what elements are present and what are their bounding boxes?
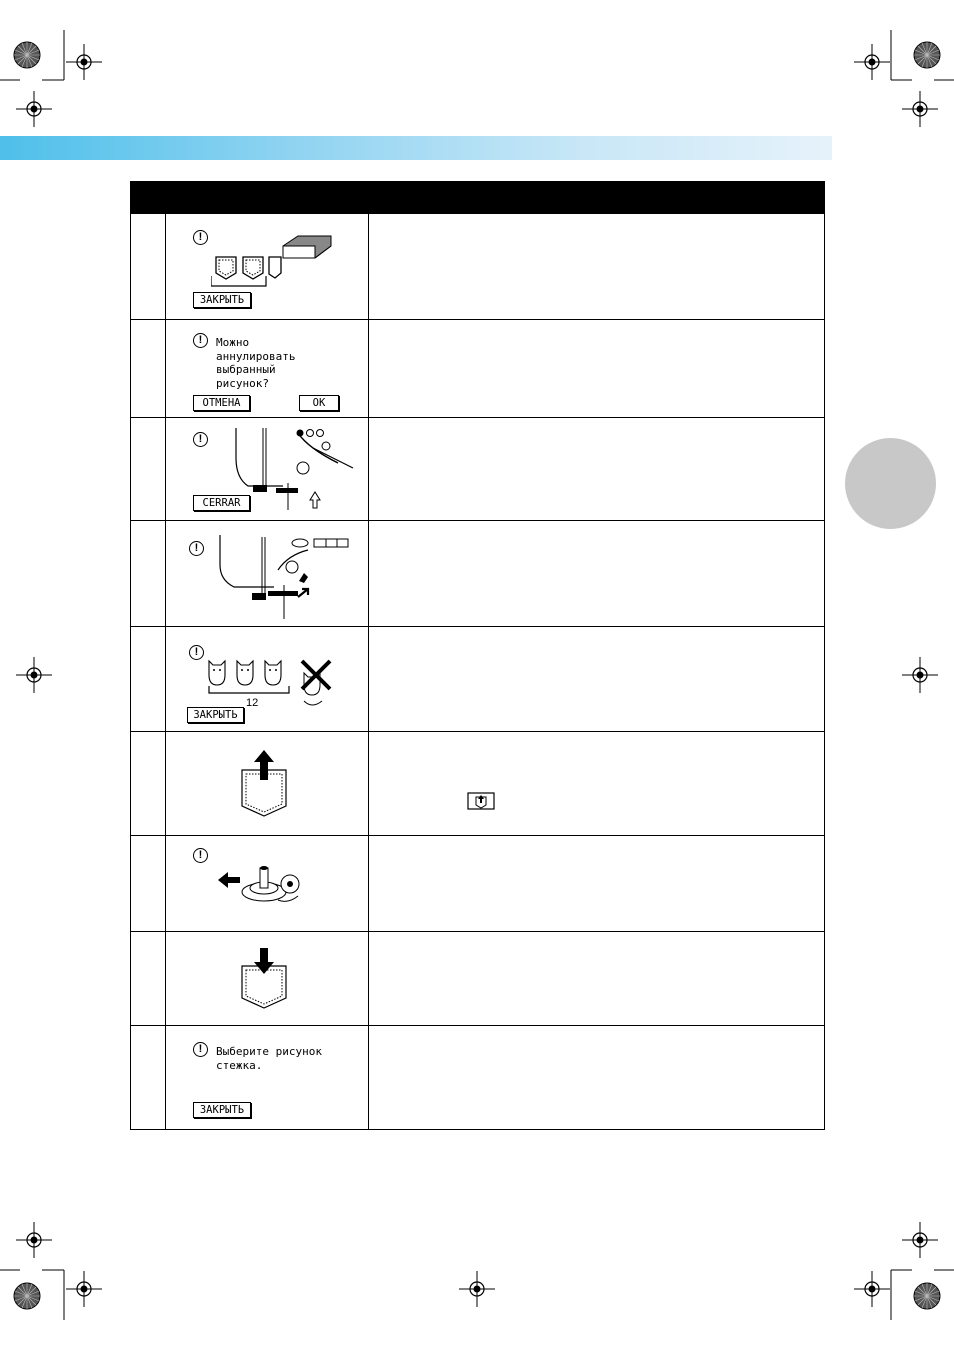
table-row [131, 932, 825, 1026]
lcd-screen [166, 1026, 369, 1129]
table-row [131, 521, 825, 627]
registration-mark-icon [66, 1271, 102, 1307]
warning-icon: ! [193, 1042, 208, 1057]
registration-mark-icon [902, 91, 938, 127]
lcd-screen [166, 627, 369, 731]
close-button[interactable]: ЗАКРЫТЬ [187, 707, 244, 723]
close-button[interactable]: ЗАКРЫТЬ [193, 292, 251, 308]
registration-mark-icon [16, 1222, 52, 1258]
table-row [131, 836, 825, 932]
table-row [131, 1026, 825, 1130]
pocket-icon [240, 750, 290, 818]
warning-icon: ! [189, 541, 204, 556]
registration-mark-icon [16, 657, 52, 693]
registration-mark-icon [14, 1283, 40, 1309]
table-row [131, 320, 825, 418]
lcd-screen [166, 418, 369, 520]
warning-icon: ! [189, 645, 204, 660]
registration-mark-icon [902, 1222, 938, 1258]
pattern-count: 12 [246, 697, 259, 709]
lcd-screen [166, 320, 369, 417]
lcd-message: Можно аннулировать выбранный рисунок? [216, 336, 296, 390]
lcd-screen [166, 836, 369, 931]
table-row [131, 732, 825, 836]
table-header [131, 182, 825, 214]
sewing-machine-icon [216, 535, 366, 623]
lcd-screen [166, 932, 369, 1025]
lcd-screen [166, 521, 369, 626]
pocket-icon [240, 948, 290, 1012]
lcd-screen [166, 214, 369, 319]
table-row [131, 214, 825, 320]
cancel-button[interactable]: ОТМЕНА [193, 395, 250, 411]
embroidery-key-icon[interactable] [467, 792, 495, 810]
registration-mark-icon [854, 44, 890, 80]
pocket-icon [211, 234, 341, 289]
registration-mark-icon [66, 44, 102, 80]
registration-mark-icon [16, 91, 52, 127]
registration-mark-icon [914, 42, 940, 68]
lcd-screen [166, 732, 369, 835]
warning-icon: ! [193, 230, 208, 245]
lcd-message: Выберите рисунок стежка. [216, 1045, 322, 1072]
bobbin-winder-icon [218, 862, 308, 910]
warning-icon: ! [193, 432, 208, 447]
registration-mark-icon [459, 1271, 495, 1307]
cat-icon [204, 655, 294, 695]
close-button[interactable]: CERRAR [193, 495, 250, 511]
warning-icon: ! [193, 848, 208, 863]
table-row [131, 418, 825, 521]
ok-button[interactable]: OK [299, 395, 339, 411]
arrow-left-icon [218, 872, 240, 888]
registration-mark-icon [914, 1283, 940, 1309]
close-button[interactable]: ЗАКРЫТЬ [193, 1102, 251, 1118]
cross-icon [298, 657, 338, 711]
registration-mark-icon [854, 1271, 890, 1307]
table-row [131, 627, 825, 732]
error-message-table [130, 181, 825, 1130]
registration-mark-icon [902, 657, 938, 693]
registration-mark-icon [14, 42, 40, 68]
warning-icon: ! [193, 333, 208, 348]
